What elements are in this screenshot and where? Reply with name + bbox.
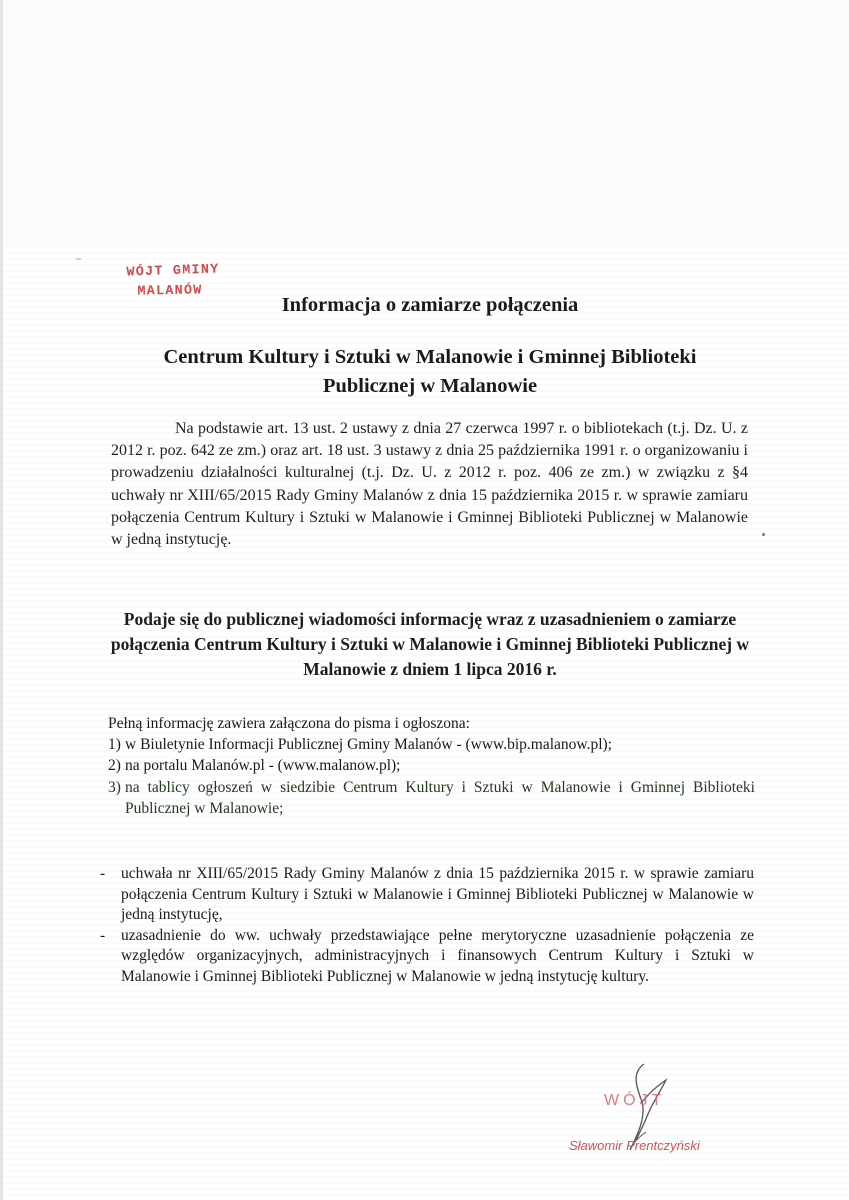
attachments-list: [100, 864, 754, 987]
list-item-number: 2): [108, 757, 121, 775]
list-item-text: w Biuletynie Informacji Publicznej Gminy Malanów - (www.bip.malanow.pl);: [125, 736, 612, 754]
list-item-text: na portalu Malanów.pl - (www.malanow.pl);: [125, 757, 401, 775]
attachment-text: uzasadnienie do ww. uchwały przedstawiające pełne merytoryczne uzasadnienie połączenia ze względów organizacyjnych, administracyjnych i finansowych Centrum Kultury i Sztuki w Malanowie i Gminnej Biblioteki Publicznej w Malanowie w jedną instytucję kultury.: [121, 926, 754, 985]
list-item-text: na tablicy ogłoszeń w siedzibie Centrum Kultury i Sztuki w Malanowie i Gminnej Biblioteki Publicznej w Malanowie;: [125, 778, 755, 817]
scan-blank-area: [0, 0, 849, 248]
list-item-number: 1): [108, 736, 121, 754]
document-subtitle: Centrum Kultury i Sztuki w Malanowie i Gminnej Biblioteki Publicznej w Malanowie: [163, 346, 697, 397]
legal-basis-paragraph: Na podstawie art. 13 ust. 2 ustawy z dnia 27 czerwca 1997 r. o bibliotekach (t.j. Dz. U. z 2012 r. poz. 642 ze zm.) oraz art. 18 ust. 3 ustawy z dnia 25 października 1991 r. o organizowaniu i prowadzeniu działalności kulturalnej (t.j. Dz. U. z 2012 r. poz. 406 ze zm.) w związku z §4 uchwały nr XIII/65/2015 Rady Gminy Malanów z dnia 15 października 2015 r. w sprawie zamiaru połączenia Centrum Kultury i Sztuki w Malanowie i Gminnej Biblioteki Publicznej w Malanowie w jedną instytucję.: [111, 420, 748, 549]
stamp-line-2: MALANÓW: [137, 283, 203, 300]
list-item: [108, 755, 755, 776]
scan-edge: [0, 0, 3, 1200]
scan-dot: [762, 533, 765, 536]
attachment-item: [100, 926, 754, 988]
signature-title: WÓJT: [604, 1092, 666, 1109]
bullet-dash: -: [100, 865, 106, 882]
publication-info-lead: Pełną informację zawiera załączona do pisma i ogłoszona:: [108, 715, 470, 732]
bullet-dash: -: [100, 926, 106, 944]
attachment-text: uchwała nr XIII/65/2015 Rady Gminy Malanów z dnia 15 października 2015 r. w sprawie zamiaru połączenia Centrum Kultury i Sztuki w Malanowie i Gminnej Biblioteki Publicznej w Malanowie w jedną instytucję,: [121, 865, 754, 923]
list-item-number: 3): [108, 778, 121, 796]
scan-speck: [76, 258, 81, 260]
stamp-line-1: WÓJT GMINY: [126, 262, 220, 281]
announcement-paragraph: Podaje się do publicznej wiadomości informację wraz z uzasadnieniem o zamiarze połączenia Centrum Kultury i Sztuki w Malanowie i Gminnej Biblioteki Publicznej w Malanowie z dniem 1 lipca 2016 r.: [110, 609, 750, 679]
publication-list: [108, 734, 755, 819]
list-item: [108, 777, 755, 819]
list-item: [108, 734, 755, 755]
signature-name: Sławomir Prentczyński: [569, 1138, 700, 1153]
attachment-item: [100, 864, 754, 926]
document-title: Informacja o zamiarze połączenia: [281, 294, 579, 316]
publication-info: [108, 713, 755, 819]
